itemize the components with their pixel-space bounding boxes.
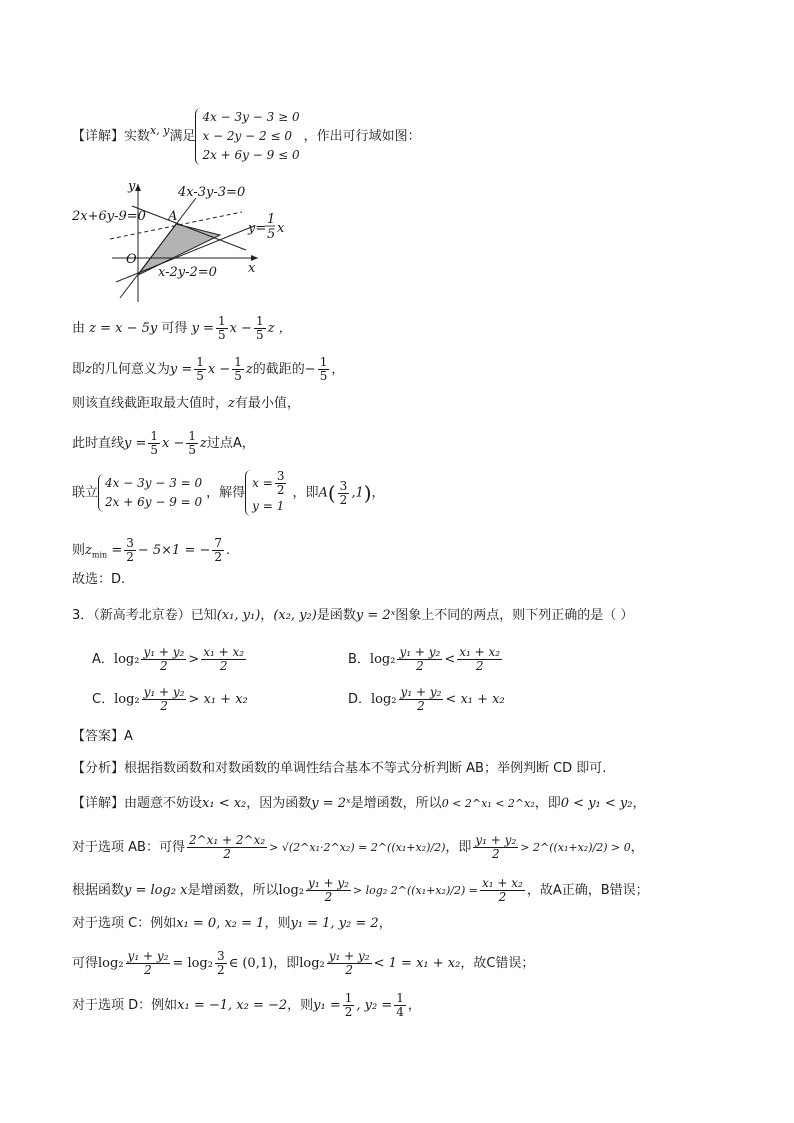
text: ， xyxy=(630,840,644,855)
formula: y = 2ˣ xyxy=(355,608,396,623)
ref-line-label-var: x xyxy=(277,221,285,236)
fraction xyxy=(126,950,171,977)
text: 对于选项 C：例如 xyxy=(72,916,177,931)
formula: > √(2^x₁·2^x₂) = 2^((x₁+x₂)/2) xyxy=(269,841,446,854)
option-label: D． xyxy=(348,692,372,707)
text: 可得 xyxy=(72,956,99,971)
formula: log₂ xyxy=(113,652,140,667)
text: ， xyxy=(378,916,392,931)
text: 则 xyxy=(72,543,86,558)
denominator: 5 xyxy=(217,328,226,342)
derivation-line-2 xyxy=(72,356,344,383)
formula: y = xyxy=(169,362,193,377)
text: 由 xyxy=(72,321,86,336)
formula: y = log₂ x xyxy=(124,883,188,898)
fraction xyxy=(186,430,198,457)
derivation-line-6 xyxy=(72,537,230,566)
constraint-system xyxy=(195,108,303,165)
formula: log₂ xyxy=(114,692,140,707)
numerator: 1 xyxy=(188,429,197,443)
denominator: 2 xyxy=(219,659,228,673)
numerator: 1 xyxy=(217,314,226,328)
detail1-suffix: ，作出可行域如图： xyxy=(303,129,421,144)
relation: < xyxy=(444,652,456,667)
line2-label: 2x+6y-9=0 xyxy=(72,209,146,224)
ineq-1: 4x − 3y − 3 ≥ 0 xyxy=(202,110,300,124)
detail1-mid: 满足 xyxy=(169,129,196,144)
text: 的几何意义为 xyxy=(91,362,170,377)
numerator: 3 xyxy=(126,536,134,550)
detail2-line-4 xyxy=(72,914,392,934)
point-a-label: A xyxy=(168,209,178,224)
detail2-line-2 xyxy=(72,834,644,861)
denominator: 2 xyxy=(214,550,223,564)
text: 联立 xyxy=(72,485,99,501)
denominator: 2 xyxy=(126,550,134,564)
denominator: 5 xyxy=(188,443,197,457)
detail1-line xyxy=(72,108,421,165)
numerator: y₁ + y₂ xyxy=(399,645,441,659)
text: ，即 xyxy=(445,840,472,855)
y-axis-arrow xyxy=(135,184,141,191)
numerator: 1 xyxy=(319,355,328,369)
formula: > log₂ 2^((x₁+x₂)/2) = xyxy=(352,884,478,897)
fraction xyxy=(232,356,244,383)
denominator: 2 xyxy=(345,963,353,977)
text: 则该直线截距取最大值时， xyxy=(72,396,229,411)
paren: ) xyxy=(363,481,372,505)
formula: x₁ < x₂ xyxy=(202,796,247,811)
ineq-3: 2x + 6y − 9 ≤ 0 xyxy=(202,148,300,162)
system xyxy=(98,474,206,512)
ref-line-label-den: 5 xyxy=(267,227,276,242)
denominator: 2 xyxy=(416,659,424,673)
text: ，即 xyxy=(534,796,561,811)
formula: log₂ xyxy=(98,956,124,971)
formula: = xyxy=(111,543,123,558)
formula: z xyxy=(85,362,92,377)
text: 3．（新高考北京卷）已知 xyxy=(72,608,217,623)
fraction xyxy=(327,950,372,977)
numerator: y₁ + y₂ xyxy=(143,645,185,659)
text: ，则 xyxy=(287,998,314,1013)
formula: x − xyxy=(229,321,252,336)
choice-result: 故选：D. xyxy=(72,572,126,587)
formula: y₁ = xyxy=(313,998,341,1013)
text: ，故C错误； xyxy=(460,956,535,971)
text: 有最小值， xyxy=(234,396,300,411)
text: ， xyxy=(260,608,274,623)
relation: > xyxy=(188,652,200,667)
denominator: 5 xyxy=(196,369,204,383)
denominator: 5 xyxy=(255,328,264,342)
text: ， xyxy=(371,485,385,501)
formula: z xyxy=(245,362,253,377)
numerator: 3 xyxy=(276,469,285,483)
subscript: min xyxy=(91,550,108,560)
numerator: y₁ + y₂ xyxy=(127,949,169,963)
fraction xyxy=(338,480,350,507)
denominator: 2 xyxy=(160,659,168,673)
fraction xyxy=(141,646,186,673)
formula: z xyxy=(200,436,207,451)
numerator: 3 xyxy=(339,478,348,493)
denominator: 2 xyxy=(417,699,425,713)
text: 过点A， xyxy=(206,436,255,451)
text: 是增函数，所以 xyxy=(187,883,279,898)
x-axis-label: x xyxy=(248,261,256,276)
formula: , y₂ = xyxy=(356,998,393,1013)
origin-label: O xyxy=(126,252,137,267)
formula: z ， xyxy=(267,321,292,336)
y-axis-label: y xyxy=(128,179,136,194)
formula: x − xyxy=(162,436,185,451)
text: 即 xyxy=(72,362,86,377)
text: ，故A正确，B错误； xyxy=(526,883,649,898)
numerator: x₁ + x₂ xyxy=(203,645,245,659)
denominator: 2 xyxy=(492,847,500,861)
option-label: A． xyxy=(92,652,114,667)
fraction xyxy=(473,834,518,861)
equation: 2x + 6y − 9 = 0 xyxy=(105,495,203,509)
denominator: 2 xyxy=(498,890,507,904)
detail2-line-3 xyxy=(72,877,649,904)
numerator: x₁ + x₂ xyxy=(459,645,501,659)
option-label: C． xyxy=(92,692,115,707)
ineq-2: x − 2y − 2 ≤ 0 xyxy=(202,129,292,143)
fraction xyxy=(194,356,206,383)
derivation-line-5 xyxy=(72,470,385,516)
numerator: 1 xyxy=(196,355,204,369)
formula: z xyxy=(228,396,235,411)
fraction xyxy=(201,646,246,673)
fraction xyxy=(215,950,227,977)
solution-y: y = 1 xyxy=(252,499,285,513)
formula: x − xyxy=(207,362,231,377)
solution-x xyxy=(252,470,288,497)
numerator: y₁ + y₂ xyxy=(308,876,349,890)
fraction xyxy=(306,877,351,904)
option-d[interactable] xyxy=(348,686,505,713)
fraction xyxy=(142,686,187,713)
line3-label: x-2y-2=0 xyxy=(158,265,217,280)
formula: x₁ = −1, x₂ = −2 xyxy=(177,998,288,1013)
numerator: 1 xyxy=(234,355,242,369)
text: ，解得 xyxy=(206,485,246,501)
formula: < 1 = x₁ + x₂ xyxy=(373,956,461,971)
fraction xyxy=(275,470,287,497)
denominator: 5 xyxy=(319,369,328,383)
fraction xyxy=(399,686,444,713)
formula: log₂ xyxy=(299,956,325,971)
formula: y₁ = 1, y₂ = 2 xyxy=(290,916,379,931)
fraction xyxy=(216,315,228,342)
formula: z xyxy=(85,543,92,558)
equation: 4x − 3y − 3 = 0 xyxy=(105,476,203,490)
formula: > 2^((x₁+x₂)/2) > 0 xyxy=(520,841,631,854)
formula: 0 < 2^x₁ < 2^x₂ xyxy=(441,797,535,810)
text: ，因为函数 xyxy=(246,796,312,811)
text: 【详解】由题意不妨设 xyxy=(72,796,203,811)
denominator: 2 xyxy=(475,659,484,673)
text: 是函数 xyxy=(316,608,356,623)
formula: = log₂ xyxy=(172,956,213,971)
fraction xyxy=(343,992,355,1019)
option-c[interactable] xyxy=(92,686,248,713)
fraction xyxy=(212,537,224,564)
derivation-line-1 xyxy=(72,315,292,342)
fraction xyxy=(318,356,330,383)
detail1-vars: x, y xyxy=(150,124,170,137)
denominator: 2 xyxy=(344,1005,353,1019)
formula: y = xyxy=(191,321,214,336)
ref-line-label-prefix: y= xyxy=(248,221,267,236)
text: 可得 xyxy=(161,321,188,336)
analysis: 【分析】根据指数函数和对数函数的单调性结合基本不等式分析判断 AB；举例判断 CD 即可. xyxy=(72,761,607,776)
formula: 0 < y₁ < y₂ xyxy=(560,796,633,811)
formula: z = x − 5y xyxy=(89,321,158,336)
formula: log₂ xyxy=(371,692,397,707)
fraction xyxy=(397,646,442,673)
denominator: 2 xyxy=(324,890,333,904)
fraction xyxy=(187,834,267,861)
text: ， xyxy=(407,998,421,1013)
derivation-line-4 xyxy=(72,430,255,457)
ref-line-label-num: 1 xyxy=(267,212,276,227)
fraction xyxy=(457,646,502,673)
numerator: y₁ + y₂ xyxy=(400,685,442,699)
numerator: 1 xyxy=(344,991,353,1005)
detail2-line-1 xyxy=(72,794,646,814)
denominator: 2 xyxy=(144,963,152,977)
derivation-line-3 xyxy=(72,394,300,414)
formula: x₁ = 0, x₂ = 1 xyxy=(176,916,265,931)
denominator: 2 xyxy=(223,847,231,861)
text: . xyxy=(226,543,231,558)
relation: > x₁ + x₂ xyxy=(188,692,248,707)
numerator: 2^x₁ + 2^x₂ xyxy=(188,833,266,847)
detail1-prefix: 【详解】实数 xyxy=(72,129,151,144)
text: ， xyxy=(331,362,345,377)
formula: (x₁, y₁) xyxy=(216,608,261,623)
numerator: 1 xyxy=(150,429,159,443)
denominator: 5 xyxy=(234,369,242,383)
numerator: y₁ + y₂ xyxy=(475,833,517,847)
text: 的截距的 xyxy=(252,362,305,377)
formula: − 5×1 = − xyxy=(137,543,211,558)
formula: (x₂, y₂) xyxy=(273,608,317,623)
fraction xyxy=(254,315,266,342)
denominator: 2 xyxy=(160,699,168,713)
answer: 【答案】A xyxy=(72,729,133,744)
numerator: y₁ + y₂ xyxy=(143,685,185,699)
question-3-stem xyxy=(72,606,633,626)
numerator: 1 xyxy=(255,314,264,328)
text: 根据函数 xyxy=(72,883,125,898)
feasible-region-graph xyxy=(72,178,292,306)
option-label: B． xyxy=(348,652,370,667)
numerator: 7 xyxy=(214,536,223,550)
formula: ,1 xyxy=(351,485,364,501)
formula: log₂ xyxy=(278,883,305,898)
text: ，即 xyxy=(273,956,300,971)
fraction xyxy=(394,992,406,1019)
numerator: 1 xyxy=(396,991,404,1005)
formula: log₂ xyxy=(369,652,396,667)
formula: y = xyxy=(124,436,147,451)
formula: x = xyxy=(252,476,273,490)
text: ，即 xyxy=(292,485,319,501)
line1-label: 4x-3y-3=0 xyxy=(178,185,246,200)
paren: ( xyxy=(327,481,336,505)
detail2-line-5 xyxy=(72,950,534,977)
fraction xyxy=(480,877,525,904)
denominator: 2 xyxy=(339,492,348,507)
relation: < x₁ + x₂ xyxy=(445,692,505,707)
text: 对于选项 AB：可得 xyxy=(72,840,185,855)
formula: A xyxy=(318,485,328,501)
fraction xyxy=(148,430,160,457)
denominator: 2 xyxy=(216,963,225,977)
text: 对于选项 D：例如 xyxy=(72,998,178,1013)
numerator: 3 xyxy=(216,949,225,963)
detail2-line-6 xyxy=(72,992,421,1019)
denominator: 4 xyxy=(396,1005,404,1019)
option-a[interactable] xyxy=(92,646,248,673)
formula: ∈ (0,1) xyxy=(228,956,274,971)
text: 此时直线 xyxy=(72,436,125,451)
text: 图象上不同的两点，则下列正确的是（ ） xyxy=(395,608,634,623)
fraction xyxy=(124,537,136,564)
numerator: y₁ + y₂ xyxy=(328,949,370,963)
solution-system xyxy=(245,470,292,516)
option-b[interactable] xyxy=(348,646,504,673)
text: 是增函数，所以 xyxy=(350,796,442,811)
text: ，则 xyxy=(264,916,291,931)
text: ， xyxy=(632,796,646,811)
denominator: 5 xyxy=(150,443,159,457)
numerator: x₁ + x₂ xyxy=(481,876,523,890)
formula: − xyxy=(304,362,316,377)
formula: y = 2ˣ xyxy=(311,796,351,811)
denominator: 2 xyxy=(276,483,285,497)
